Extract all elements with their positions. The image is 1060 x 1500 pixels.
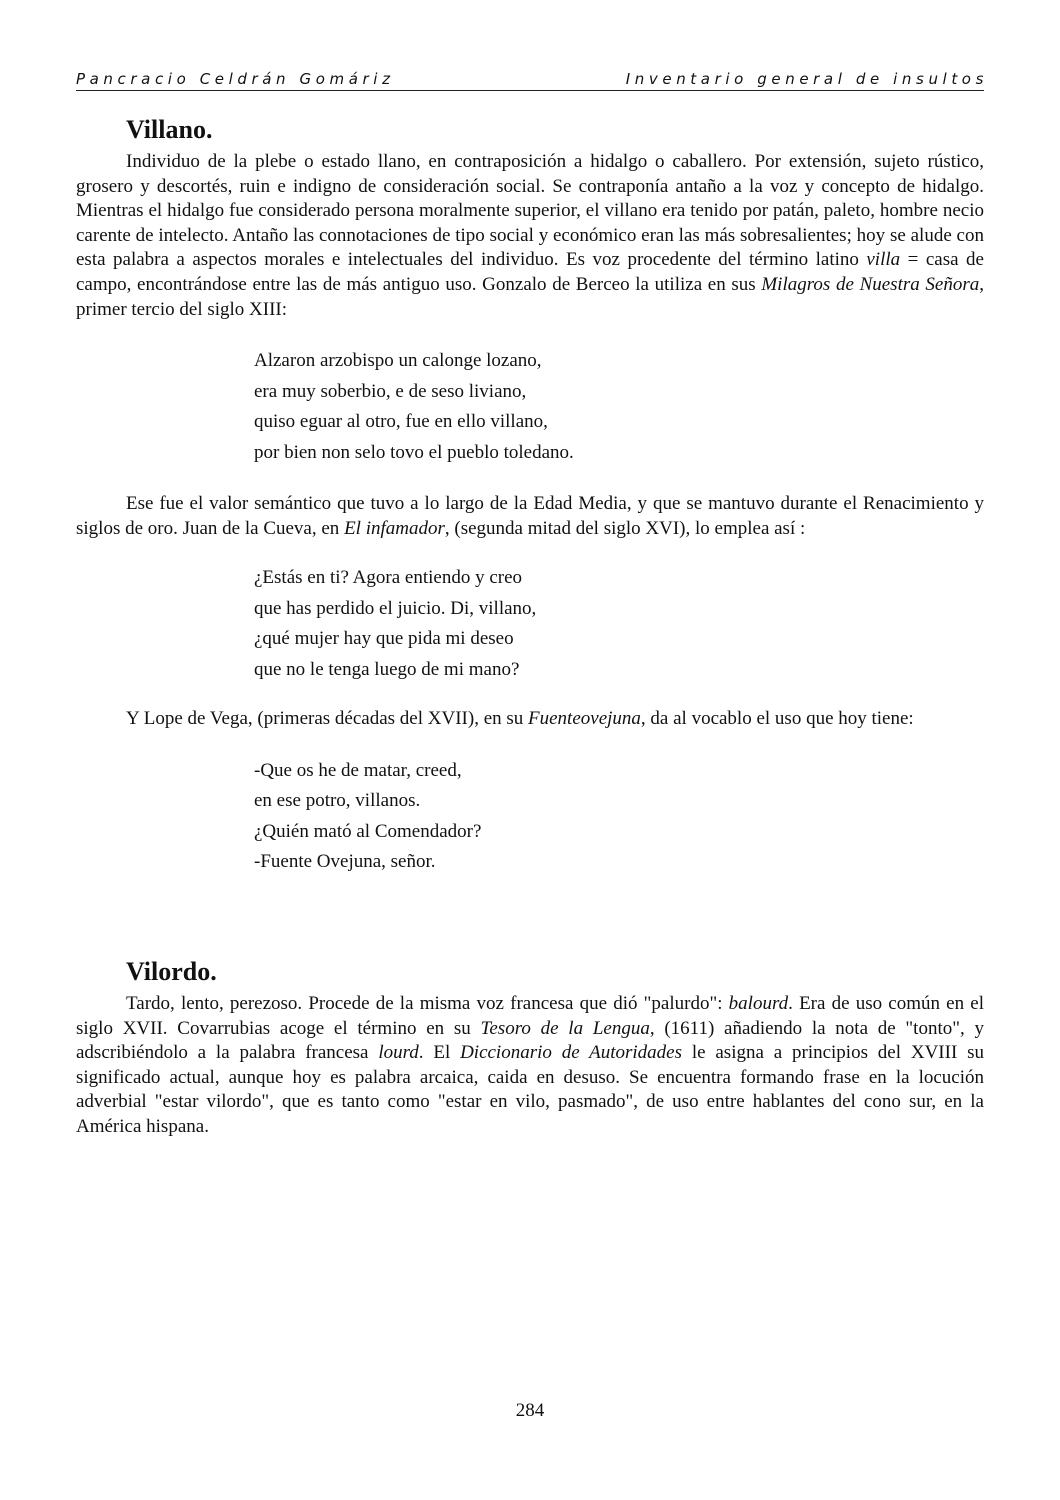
verse-line: -Que os he de matar, creed, [254,759,462,781]
verse-line: era muy soberbio, e de seso liviano, [254,380,527,402]
verse-cueva [254,563,984,685]
verse-line: en ese potro, villanos. [254,790,421,812]
header-book-title: Inventario general de insultos [625,70,988,88]
verse-line: quiso eguar al otro, fue en ello villano, [254,411,548,433]
vilordo-paragraph-1: Tardo, lento, perezoso. Procede de la misma voz francesa que dió "palurdo": balourd. Era de uso común en el siglo XVII. Covarrubias acoge el término en su Tesoro de la Lengua, (1611) añadiendo la nota de "tonto", y adscribiéndolo a la palabra francesa lourd. El Diccionario de Autoridades le asigna a principios del XVIII su significado actual, aunque hoy es palabra arcaica, caida en desuso. Se encuentra formando frase en la locución adverbial "estar vilordo", que es tanto como "estar en vilo, pasmado", de uso entre hablantes del cono sur, en la América hispana. [76,992,984,1137]
verse-line: -Fuente Ovejuna, señor. [254,851,436,873]
entry-title-villano: Villano. [126,115,213,144]
verse-line: Alzaron arzobispo un calonge lozano, [254,350,542,372]
verse-line: que has perdido el juicio. Di, villano, [254,597,537,619]
villano-paragraph-3: Y Lope de Vega, (primeras décadas del XVII), en su Fuenteovejuna, da al vocablo el uso que hoy tiene: [126,708,914,730]
entry-title-vilordo: Vilordo. [126,956,217,986]
running-header [76,68,988,91]
page-number: 284 [515,1400,545,1421]
villano-paragraph-1: Individuo de la plebe o estado llano, en contraposición a hidalgo o caballero. Por extensión, sujeto rústico, grosero y descortés, ruin e indigno de consideración social. Se contraponía antaño a la voz y concepto de hidalgo. Mientras el hidalgo fue considerado persona moralmente superior, el villano era tenido por patán, paleto, hombre necio carente de intelecto. Antaño las connotaciones de tipo social y económico eran las más sobresalientes; hoy se alude con esta palabra a aspectos morales e intelectuales del individuo. Es voz procedente del término latino villa = casa de campo, encontrándose entre las de más antiguo uso. Gonzalo de Berceo la utiliza en sus Milagros de Nuestra Señora, primer tercio del siglo XIII: [76,151,984,320]
verse-line: ¿Estás en ti? Agora entiendo y creo [254,567,523,589]
verse-berceo [254,346,984,468]
verse-line: por bien non selo tovo el pueblo toledano. [254,441,574,463]
villano-paragraph-2: Ese fue el valor semántico que tuvo a lo largo de la Edad Media, y que se mantuvo durante el Renacimiento y siglos de oro. Juan de la Cueva, en El infamador, (segunda mitad del siglo XVI), lo emplea así : [76,493,984,539]
header-author: Pancracio Celdrán Gomáriz [76,70,395,88]
verse-line: ¿Quién mató al Comendador? [254,820,482,842]
verse-lope [254,756,984,878]
verse-line: que no le tenga luego de mi mano? [254,658,520,680]
page-body [76,110,984,1140]
verse-line: ¿qué mujer hay que pida mi deseo [254,628,514,650]
